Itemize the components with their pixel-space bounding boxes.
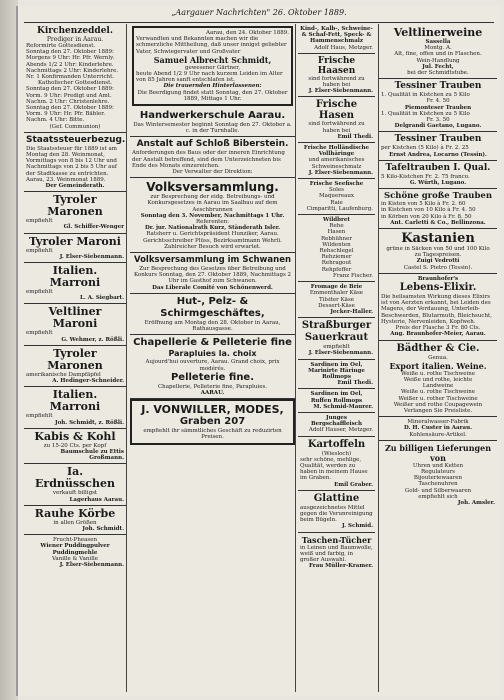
tessin-line: Piemonteser Trauben — [404, 104, 472, 111]
notice-body: Verwandten und Bekannten machen wir die schmerzliche Mittheilung, daß unser innigst geliebter Vater, Schwiegervater und Großvater — [136, 36, 287, 55]
veltliner-line: Alt, fine, offen und in Flaschen. — [394, 51, 482, 58]
tessin2-title: Tessiner Trauben — [394, 134, 482, 145]
ad-line: Wiener Puddingpulver — [40, 543, 110, 550]
sardines-title: Sardinen im Oel, Marinirte Häringe Rollmops — [308, 361, 365, 380]
elixir-title: Lebens-Elixir. — [399, 282, 477, 294]
chapellerie-place: AARAU. — [200, 389, 225, 396]
hat-shop-sub: Eröffnung am Montag den 28. Oktober in Aarau, Rathausgasse. — [144, 319, 281, 333]
ad-line: Vanille & Vanille — [51, 555, 99, 562]
assembly-title: Volksversammlung. — [146, 180, 279, 195]
glattine-title: Glattine — [313, 492, 360, 504]
mineral-sub: Kohlensäure-Artikel. — [409, 431, 467, 438]
ad-line: Soles — [329, 187, 344, 194]
chestnut-line: Zuigi Vedrotti — [416, 258, 460, 265]
mineral-ad — [379, 417, 497, 441]
tafel-ad — [379, 161, 497, 189]
newspaper-page — [18, 6, 500, 696]
ad-item — [298, 179, 375, 215]
mutton-title: Junges Bergschaffleisch — [310, 414, 363, 428]
ad-item — [24, 535, 126, 570]
death-notice — [132, 26, 293, 106]
ad-item — [298, 143, 375, 179]
ad-line: Hasen — [327, 229, 346, 236]
ad-by: G. Wehmer, z. Rößli. — [61, 336, 124, 343]
ad-item — [298, 215, 375, 282]
sardines2-ad — [298, 389, 375, 413]
ad-line: Rehe — [329, 223, 344, 230]
ad-title: Ia. Erdnüsschen — [35, 465, 115, 491]
elixir-text: Die heilsamsten Wirkung dieses Elixirs ist von Aerzten erkannt, bei Leiden des Magens, der Verdauung, Unterleib-Beschwerden, Blutarmuth, Bleichsucht, Hysterie, Nervenleiden, Kopfweh. — [381, 294, 492, 325]
institution-text: Anforderungen des Baus oder der inneren Einrichtung der Anstalt betreffend, sind dem Unterzeichneten bis Ende des Monats einzureichen. — [132, 150, 285, 169]
ad-sub: verkauft billigst — [52, 490, 98, 497]
chestnut-ad — [379, 229, 497, 274]
ad-title: Veltliner Maroni — [48, 305, 102, 331]
ad-title: Frische Haasen — [317, 55, 356, 76]
chapellerie-bottom: Pelleterie fine. — [170, 371, 255, 383]
assembly-speaker: Gerichtsschreiber Plüss, Bezirksamtmann Wehrli. — [143, 237, 282, 244]
ad-line: Rehziemer — [321, 254, 352, 261]
church-line: (Gef. Communion) — [49, 123, 101, 130]
tax-notice — [24, 133, 126, 192]
book-spine — [0, 0, 18, 700]
notice-family: Die trauernden Hinterlassenen: — [163, 83, 262, 90]
church-line: Vorm. 9 Uhr: Predigt und Amt. — [26, 92, 112, 99]
ad-title: Fromage de Brie — [310, 284, 363, 291]
ad-line: Frucht-Pheasen — [52, 537, 98, 544]
jewelry-line: Regulateurs — [421, 468, 455, 475]
ad-title: Frische Seefische — [309, 181, 364, 188]
sauerkraut-sub: empfiehlt — [323, 344, 350, 351]
schwanen-org: Das Liberale Comité von Schönenwerd. — [152, 284, 273, 291]
ad-sub: empfiehlt — [26, 289, 53, 296]
ad-by: Joh. Schmidt. — [82, 525, 124, 532]
ad-item — [24, 234, 126, 263]
ad-by: Joh. Schmidt, z. Rößli. — [54, 419, 124, 426]
ad-item — [298, 97, 375, 143]
ad-by: L. A. Siegbart. — [80, 295, 124, 302]
schwanen-title: Volksversammlung im Schwanen — [133, 255, 292, 266]
tax-title: Staatssteuerbezug. — [26, 134, 126, 145]
tax-sign: Aarau, 23. Weinmonat 1889. — [26, 176, 106, 183]
chestnut-title: Kastanien — [401, 231, 475, 247]
ad-line: Rebhühner — [321, 235, 352, 242]
veltliner-title: Veltlinerweine — [393, 26, 483, 39]
veltliner-ad — [379, 24, 497, 79]
ad-sub: sind fortwährend zu haben bei — [308, 75, 365, 89]
ad-item — [24, 506, 126, 535]
mutton-ad — [298, 413, 375, 437]
jewelry-line: empfiehlt sich — [418, 493, 458, 500]
tafel-title: Tafeltrauben I. Qual. — [385, 162, 491, 173]
jewelry-title: Zu billigen Lieferungen von — [384, 442, 492, 463]
institution-title: Anstalt auf Schloß Biberstein. — [136, 139, 289, 150]
column-3 — [298, 24, 375, 692]
handkerchief-ad — [298, 533, 375, 572]
church-line: Nr. 1 Konfirmanden Unterricht. — [26, 74, 115, 81]
ad-sub: empfiehlt — [26, 247, 53, 254]
ad-title: Italien. Marroni — [49, 388, 101, 414]
ad-sub: in allen Größen — [53, 519, 97, 526]
ad-sub: empfiehlt — [26, 330, 53, 337]
export-line: Weiße und rothe, leichte — [403, 376, 473, 383]
school-sub: Das Wintersemester beginnt Sonntag den 27. Oktober a. c. in der Turnhalle. — [133, 122, 292, 135]
ad-title: Tyroler Maroni — [29, 234, 121, 248]
ad-sub: und amerikanisches Schweineschmalz — [308, 157, 365, 170]
potato-ad — [298, 437, 375, 491]
elixir-ad — [379, 274, 497, 341]
ad-title: Frische Holländische Vollhäringe — [303, 145, 370, 158]
ad-line: Rehschlegel — [319, 248, 354, 255]
ad-item — [298, 282, 375, 318]
grapes-line: in Kistchen von 10 Kilo à Fr. 4. 50 — [381, 207, 476, 214]
sardines-ad — [298, 360, 375, 390]
tessin-title: Tessiner Trauben — [394, 81, 482, 92]
ad-by: Emil Thedi. — [337, 133, 373, 140]
chapellerie-line: Chapellerie, Pelleterie fine, Parapluies. — [157, 383, 268, 390]
ad-by: Cimparitti, Laufenburg. — [306, 205, 373, 212]
tessin-by: Delgrandi Gaetano, Lugano. — [394, 123, 482, 130]
ad-by: J. Elser-Siebenmann. — [308, 88, 373, 95]
institution-notice — [130, 137, 295, 178]
school-title: Handwerkerschule Aarau. — [139, 110, 286, 122]
vonwiller-ad — [130, 399, 295, 444]
ad-line: Rehpfeffer — [321, 266, 352, 273]
jewelry-line: Taschenuhren — [418, 481, 458, 488]
tax-office: Der Gemeinderath. — [45, 183, 105, 190]
ad-title: Italien. Marroni — [49, 264, 101, 290]
ad-title: Rauhe Körbe — [34, 506, 116, 520]
potato-sub: (Wiesloch) — [321, 450, 352, 457]
school-notice — [130, 108, 295, 137]
sauerkraut-ad — [298, 318, 375, 359]
ad-line: Dessert-Käse — [318, 302, 355, 309]
hat-shop-ad — [130, 294, 295, 335]
column-2 — [130, 24, 296, 692]
tessin-line: 1. Qualität in Kistchen zu 5 Kilo — [381, 92, 470, 99]
tessin-line: Fr. 4. 50 — [426, 98, 450, 105]
ad-by: J. Elser-Siebenmann. — [59, 253, 124, 260]
mineral-title: Mineralwasser-Fabrik — [407, 419, 469, 426]
church-line: Abends 1/2 2 Uhr: Kinderlehre. — [26, 61, 114, 68]
chapellerie-title: Chapellerie & Pelleterie fine — [133, 337, 292, 349]
tax-text: Die Staatssteuer für 1889 ist am Montag den 28. Weinmonat, Vormittags von 8 bis 12 Uhr und Nachmittags von 2 bis 5 Uhr auf der Stadtkasse zu entrichten. — [26, 145, 117, 177]
tessin-line: 1. Qualität in Kistchen zu 5 Kilo — [381, 110, 470, 117]
ad-title: Tyroler Maronen — [47, 346, 103, 372]
tessin2-ad — [379, 132, 497, 160]
grapes-line: in Kisten von 5 Kilo à Fr. 2. 60 — [381, 201, 466, 208]
sardines-by: Emil Thedi. — [337, 380, 373, 387]
ad-line: Tilsiter Käse — [318, 296, 355, 303]
grapes-ad — [379, 189, 497, 229]
export-title: Export italien. Weine. — [389, 360, 487, 371]
church-line: Reformirte Gottesdienst. — [26, 43, 96, 49]
ad-item — [24, 464, 126, 505]
vonwiller-name: J. VONWILLER, MODES, — [141, 403, 284, 417]
ad-by: Franz Fischer. — [333, 272, 373, 279]
ad-title: Kind-, Kalb-, Schweine- & Schaf-Fett, Speck- & Hammenschmalz — [300, 26, 373, 45]
assembly-notice — [130, 178, 295, 253]
ad-item — [24, 263, 126, 304]
assembly-date: Sonntag den 3. November, Nachmittags 1 Uhr. — [140, 212, 285, 219]
badther-title: Bädther & Cie. — [396, 342, 480, 354]
export-line: Verlangen Sie Preisliste. — [403, 407, 473, 414]
grapes-line: in Körben von 20 Kilo à Fr. 8. 50 — [381, 213, 472, 220]
jewelry-line: Bijouteriewaaren — [413, 475, 463, 482]
ad-item — [298, 54, 375, 98]
veltliner-line: Wein-Handlung — [416, 57, 460, 64]
ad-sub: empfiehlt — [26, 413, 53, 420]
notice-place: Aarau, den 24. Oktober 1889. — [205, 30, 289, 36]
church-line: Sonntag den 27. Oktober 1889: — [26, 49, 114, 56]
ad-sub: zu 15-20 Cts. per Kopf — [43, 442, 107, 449]
church-line: Katholischer Gottesdienst. — [37, 80, 113, 87]
church-line: Nachm. 2 Uhr: Christenlehre. — [26, 98, 110, 105]
tafel-line: G. Würth, Lugano. — [409, 180, 467, 187]
notice-name: Samuel Albrecht Schmidt, — [153, 54, 272, 65]
column-4 — [378, 24, 497, 692]
veltliner-line: Jul. Fecht, — [422, 63, 454, 70]
ad-line: Wildenten — [322, 241, 351, 248]
chestnut-line: grüne in Säcken von 50 und 100 Kilo — [386, 246, 490, 253]
page-header: „Aargauer Nachrichten" 26. Oktober 1889. — [24, 8, 494, 23]
vonwiller-sub: empfiehlt ihr sämmtliches Geschäft zu reduzirten Preisen. — [143, 428, 282, 441]
ad-item — [24, 192, 126, 233]
church-line: Vorm. 9 Uhr: Hr. Pfr. Bäbler. — [26, 111, 105, 118]
grapes-title: Schöne große Trauben — [383, 191, 493, 202]
ad-by: Lagerhaus Aarau. — [69, 496, 124, 503]
notice-funeral: Die Beerdigung findet statt Sonntag, den 27. Oktober 1889, Mittags 1 Uhr. — [137, 89, 288, 102]
ad-by: Jecker-Haller. — [330, 308, 373, 315]
elixir-brand: Braunhofer's — [417, 275, 459, 282]
ad-sub: amerikanische Dampfäpfel — [26, 371, 101, 378]
ad-by: Adolf Haus, Metzger. — [314, 44, 373, 51]
assembly-speaker: Dr. jur. Nationalrath Kurz, Ständerath Isler. — [144, 225, 281, 232]
jewelry-ad — [379, 441, 497, 508]
ad-by: J. Elser-Siebenmann. — [59, 561, 124, 568]
export-line: Weißer und rothe Coupagewein — [393, 401, 483, 408]
church-line: Morgens 9 Uhr: Hr. Pfr. Wernly. — [26, 55, 115, 62]
tessin2-line: Ernst Andrea, Locarno (Tessin). — [389, 151, 487, 158]
church-subtitle: Prediger in Aarau. — [46, 36, 104, 43]
glattine-ad — [298, 491, 375, 533]
glattine-text: ausgezeichnetes Mittel gegen die Verunreinigung beim Bügeln. — [300, 504, 373, 524]
jewelry-line: Uhren und Ketten — [412, 462, 464, 469]
assembly-text: zur Besprechung der eidg. Betreibungs- und Konkursgesetzes in Aarau im Saalbau auf dem Aeschbrunnen — [147, 194, 278, 213]
export-line: Weiße u. rothe Tischweine — [400, 389, 476, 396]
veltliner-line: Montg. A. — [424, 45, 452, 52]
handkerchief-by: Frau Müller-Kramer. — [309, 563, 373, 570]
mineral-name: D. H. Custer in Aarau. — [404, 425, 472, 432]
grapes-line: Ant. Carletti & Co., Bellinzona. — [390, 219, 486, 226]
ad-sub: empfiehlt — [26, 218, 53, 225]
chestnut-line: zu Tagespreisen. — [414, 252, 462, 259]
ad-item — [24, 304, 126, 345]
ad-title: Frische Hasen — [315, 99, 358, 122]
ad-line: Maquereaux — [318, 193, 355, 200]
mutton-by: Adolf Hauser, Metzger. — [308, 427, 373, 434]
ad-item — [24, 429, 126, 465]
potato-text: sehr schöne, mehlige, Qualität, werden zu haben in meinem Hause im Graben. — [300, 456, 368, 482]
ad-title: Tyroler Maronen — [47, 193, 103, 219]
chapellerie-sub: Parapluies la. choix — [168, 349, 257, 359]
ad-line: Puddingmehle — [52, 549, 98, 556]
export-line: Weiße u. rothe Tischweine — [400, 370, 476, 377]
ad-line: Raie — [330, 199, 343, 206]
chestnut-line: Castel S. Pietro (Tessin). — [403, 264, 473, 271]
schwanen-text: Zur Besprechung des Gesetzes über Betreibung und Konkurs Sonntag, den 27. Oktober 1889, Nachmittags 2 Uhr im Gasthof zum Schwanen. — [133, 266, 292, 285]
ad-title: Kabis & Kohl — [34, 429, 116, 443]
sardines2-title: Sardinen im Oel, Ruffen Rollmops — [310, 391, 363, 404]
sauerkraut-by: J. Elser-Siebenmann. — [308, 350, 373, 357]
schwanen-notice — [130, 253, 295, 294]
ad-line: Rehragout — [321, 260, 352, 267]
ad-by: A. Hedinger-Schneider. — [52, 378, 124, 385]
column-1 — [24, 24, 127, 692]
church-line: Nachmittags 2 Uhr: Kinderlehre. — [26, 67, 119, 74]
tessin-ad — [379, 79, 497, 132]
elixir-price: Preis der Flasche 3 Fr. 80 Cts. — [395, 325, 481, 332]
potato-by: Emil Graber. — [334, 481, 373, 488]
hat-shop-title: Hut-, Pelz- & Schirmgeschäftes, — [160, 295, 265, 319]
potato-title: Kartoffeln — [307, 438, 366, 450]
church-title: Kirchenzeddel. — [37, 26, 113, 36]
vonwiller-addr: Graben 207 — [179, 416, 246, 428]
sardines2-by: M. Schmid-Maurer. — [313, 403, 373, 410]
jewelry-by: Joh. Amsler. — [457, 499, 495, 506]
veltliner-line: Sassella — [425, 39, 451, 45]
assembly-speaker: Zahlreicher Besuch wird erwartet. — [164, 243, 261, 250]
church-line: Nachm. 4 Uhr: Bitte. — [26, 117, 85, 124]
tessin2-line: per Kistchen (5 Kilo) à Fr. 2. 25 — [381, 145, 469, 152]
handkerchief-text: in Leinen und Baumwolle, weiß und farbig, in großer Auswahl. — [300, 544, 373, 563]
ad-by: Gl. Schiffer-Wenger — [63, 224, 124, 231]
church-line: Sonntag den 27. Oktober 1889: — [26, 86, 114, 93]
assembly-speaker: Ratsherr u. Gerichtspräsident Hunziker, Aarau. — [146, 231, 279, 238]
elixir-by: Ang. Braunhofer-Meier, Aarau. — [390, 331, 486, 338]
notice-role: gewesener Gärtner, — [184, 64, 241, 71]
badther-ad — [379, 341, 497, 418]
institution-office: Der Verwalter der Direktion: — [172, 169, 253, 176]
notice-end: heute Abend 1/2 9 Uhr nach kurzem Leiden im Alter von 85 Jahren sanft entschlafen ist. — [136, 71, 283, 84]
veltliner-line: bei der Schmidtstube. — [407, 70, 469, 77]
ad-title: Wildbret — [323, 217, 350, 224]
ad-sub: sind fortwährend zu haben bei — [308, 121, 365, 134]
ad-item — [298, 24, 375, 54]
export-line: Landweine — [422, 383, 454, 390]
ad-by: J. Elser-Siebenmann. — [308, 169, 373, 176]
export-line: Weißer u. rother Tischweine — [398, 395, 478, 402]
badther-sub: Genua. — [428, 354, 448, 361]
church-line: Sonntag den 27. Oktober 1889: — [26, 105, 114, 112]
tafel-line: 5 Kilo-Kistchen Fr. 2. 75 franco. — [381, 173, 470, 180]
sauerkraut-title: Straßburger Sauerkraut — [301, 320, 372, 344]
ad-by: Baumschule zu Ettis Großmann. — [60, 448, 124, 462]
ad-item — [24, 387, 126, 428]
glattine-by: J. Schmid. — [342, 523, 373, 530]
jewelry-line: Gold- und Silberwaaren — [404, 487, 472, 494]
ad-item — [24, 346, 126, 387]
church-schedule — [24, 24, 126, 133]
assembly-speaker: Referenten: — [196, 219, 229, 226]
handkerchief-title: Taschen-Tücher — [301, 534, 372, 545]
ad-line: Emmenthaler Käse — [309, 290, 364, 297]
tessin-line: Fr. 3. 50 — [426, 117, 450, 124]
chapellerie-text: Aujourd'hui ouverture, Aarau. Grand choix, prix modérés. — [145, 359, 280, 372]
chapellerie-ad — [130, 335, 295, 399]
